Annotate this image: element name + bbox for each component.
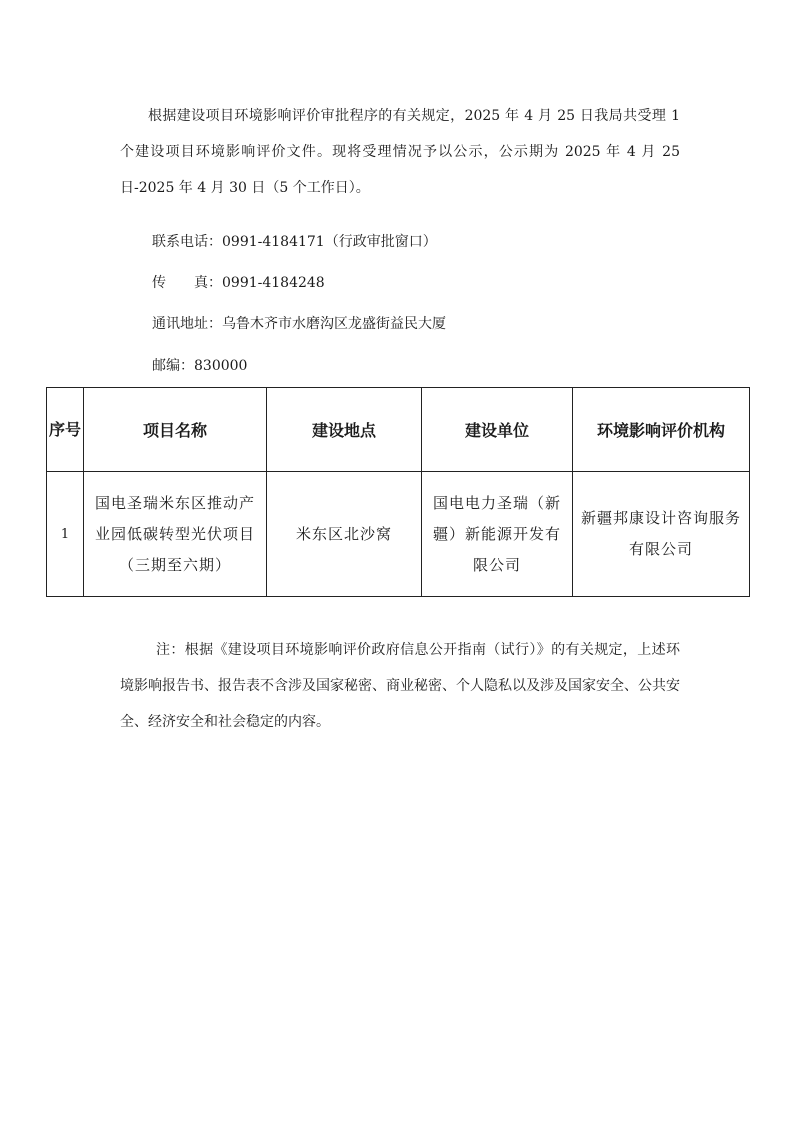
cell-builder	[422, 472, 573, 597]
cell-builder-text: 国电电力圣瑞（新疆）新能源开发有限公司	[432, 493, 561, 574]
header-location: 建设地点	[267, 388, 422, 472]
cell-agency-text: 新疆邦康设计咨询服务有限公司	[581, 509, 742, 558]
acceptance-table	[46, 387, 750, 597]
cell-location	[267, 472, 422, 597]
cell-project-name-text: 国电圣瑞米东区推动产业园低碳转型光伏项目（三期至六期）	[94, 493, 255, 574]
header-project-name: 项目名称	[84, 388, 267, 472]
contact-postcode: 邮编：830000	[152, 358, 248, 374]
intro-paragraph: 根据建设项目环境影响评价审批程序的有关规定，2025 年 4 月 25 日我局共受理 1 个建设项目环境影响评价文件。现将受理情况予以公示，公示期为 2025 年 4 月 25 日-2025 年 4 月 30 日（5 个工作日）。	[120, 108, 680, 196]
cell-location-text: 米东区北沙窝	[295, 524, 392, 543]
contact-fax: 传 真：0991-4184248	[152, 275, 325, 291]
contact-phone: 联系电话：0991-4184171（行政审批窗口）	[152, 234, 437, 250]
note-paragraph: 注：根据《建设项目环境影响评价政府信息公开指南（试行）》的有关规定，上述环境影响报告书、报告表不含涉及国家秘密、商业秘密、个人隐私以及涉及国家安全、公共安全、经济安全和社会稳定的内容。	[120, 642, 680, 730]
table-row	[47, 472, 750, 597]
cell-agency	[573, 472, 750, 597]
header-seq: 序号	[47, 388, 84, 472]
cell-project-name	[84, 472, 267, 597]
cell-seq: 1	[47, 472, 84, 597]
contact-address: 通讯地址：乌鲁木齐市水磨沟区龙盛街益民大厦	[152, 316, 446, 332]
header-builder: 建设单位	[422, 388, 573, 472]
header-agency: 环境影响评价机构	[573, 388, 750, 472]
table-header-row	[47, 388, 750, 472]
